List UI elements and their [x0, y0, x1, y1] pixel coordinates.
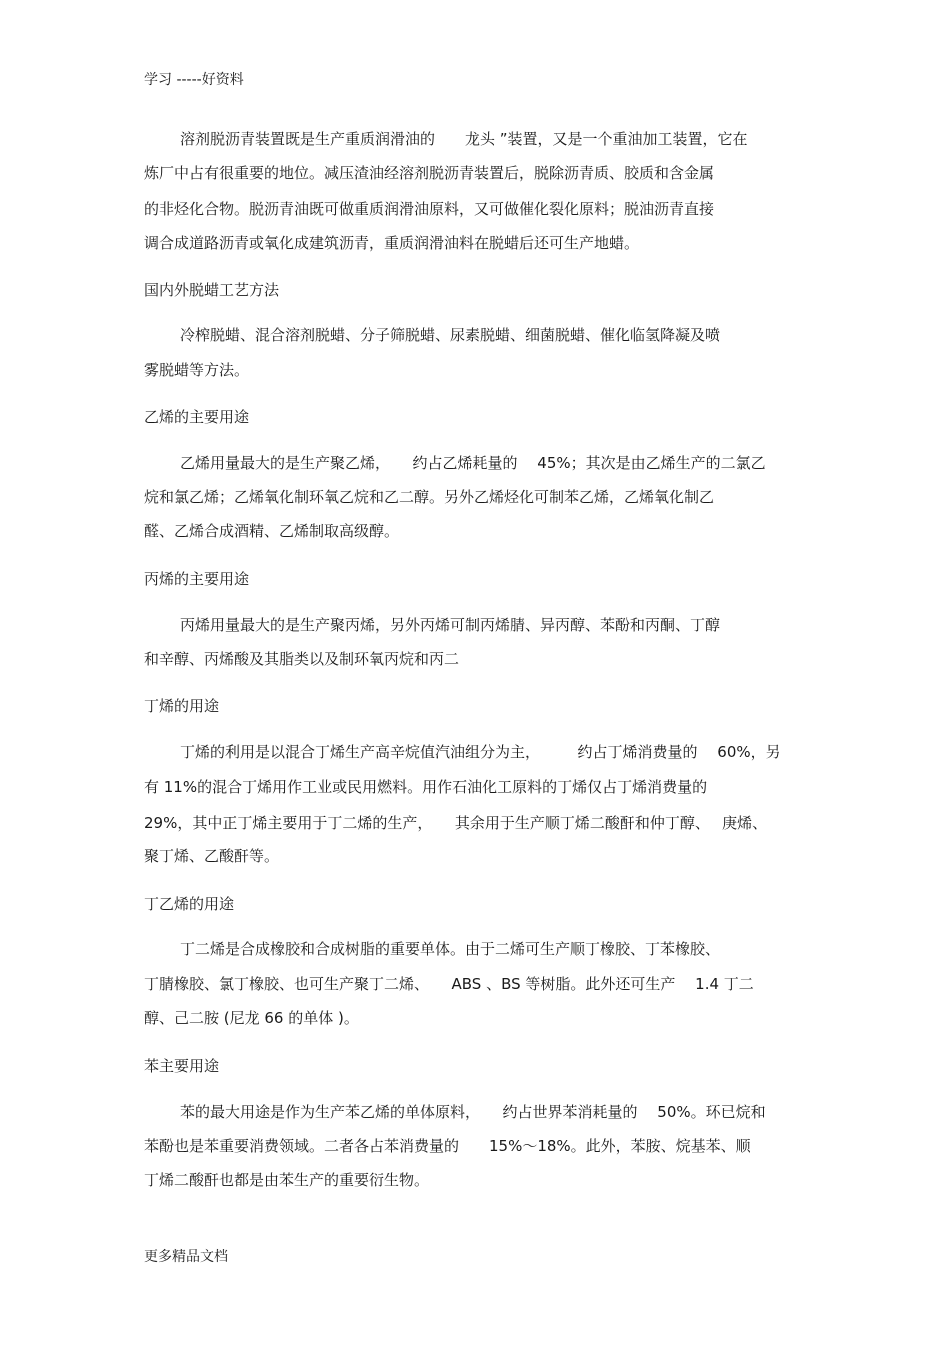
page-header: 学习 -----好资料 — [144, 72, 244, 88]
paragraph-line: 的非烃化合物。脱沥青油既可做重质润滑油原料，又可做催化裂化原料；脱油沥青直接 — [144, 200, 715, 218]
section-heading: 国内外脱蜡工艺方法 — [144, 281, 280, 299]
paragraph-line: 炼厂中占有很重要的地位。减压渣油经溶剂脱沥青装置后，脱除沥青质、胶质和含金属 — [144, 164, 715, 182]
page-footer: 更多精品文档 — [144, 1249, 228, 1265]
paragraph-line: 调合成道路沥青或氧化成建筑沥青，重质润滑油料在脱蜡后还可生产地蜡。 — [144, 234, 640, 252]
paragraph-line: 29%，其中正丁烯主要用于丁二烯的生产， 其余用于生产顺丁烯二酸酐和仲丁醇、 庚烯、 — [144, 814, 768, 832]
paragraph-line: 丁二烯是合成橡胶和合成树脂的重要单体。由于二烯可生产顺丁橡胶、丁苯橡胶、 — [180, 940, 721, 958]
paragraph-line: 醛、乙烯合成酒精、乙烯制取高级醇。 — [144, 522, 400, 540]
paragraph-line: 冷榨脱蜡、混合溶剂脱蜡、分子筛脱蜡、尿素脱蜡、细菌脱蜡、催化临氢降凝及喷 — [180, 326, 721, 344]
section-heading: 苯主要用途 — [144, 1057, 220, 1075]
section-heading: 丙烯的主要用途 — [144, 570, 250, 588]
section-heading: 乙烯的主要用途 — [144, 408, 250, 426]
paragraph-line: 苯酚也是苯重要消费领域。二者各占苯消费量的 15%～18%。此外，苯胺、烷基苯、顺 — [144, 1137, 751, 1155]
paragraph-line: 溶剂脱沥青装置既是生产重质润滑油的 龙头 ”装置，又是一个重油加工装置，它在 — [180, 130, 748, 148]
paragraph-line: 丁烯的利用是以混合丁烯生产高辛烷值汽油组分为主， 约占丁烯消费量的 60%，另 — [180, 743, 781, 761]
paragraph-line: 乙烯用量最大的是生产聚乙烯， 约占乙烯耗量的 45%；其次是由乙烯生产的二氯乙 — [180, 454, 766, 472]
paragraph-line: 丙烯用量最大的是生产聚丙烯，另外丙烯可制丙烯腈、异丙醇、苯酚和丙酮、丁醇 — [180, 616, 721, 634]
paragraph-line: 和辛醇、丙烯酸及其脂类以及制环氧丙烷和丙二 — [144, 650, 460, 668]
paragraph-line: 苯的最大用途是作为生产苯乙烯的单体原料， 约占世界苯消耗量的 50%。环已烷和 — [180, 1103, 766, 1121]
paragraph-line: 丁腈橡胶、氯丁橡胶、也可生产聚丁二烯、 ABS 、BS 等树脂。此外还可生产 1.4 丁二 — [144, 975, 754, 993]
paragraph-line: 有 11%的混合丁烯用作工业或民用燃料。用作石油化工原料的丁烯仅占丁烯消费量的 — [144, 778, 708, 796]
paragraph-line: 丁烯二酸酐也都是由苯生产的重要衍生物。 — [144, 1171, 430, 1189]
paragraph-line: 烷和氯乙烯；乙烯氧化制环氧乙烷和乙二醇。另外乙烯烃化可制苯乙烯，乙烯氧化制乙 — [144, 488, 715, 506]
paragraph-line: 醇、己二胺 (尼龙 66 的单体 )。 — [144, 1009, 359, 1027]
paragraph-line: 雾脱蜡等方法。 — [144, 361, 250, 379]
section-heading: 丁乙烯的用途 — [144, 895, 235, 913]
paragraph-line: 聚丁烯、乙酸酐等。 — [144, 847, 280, 865]
section-heading: 丁烯的用途 — [144, 697, 220, 715]
